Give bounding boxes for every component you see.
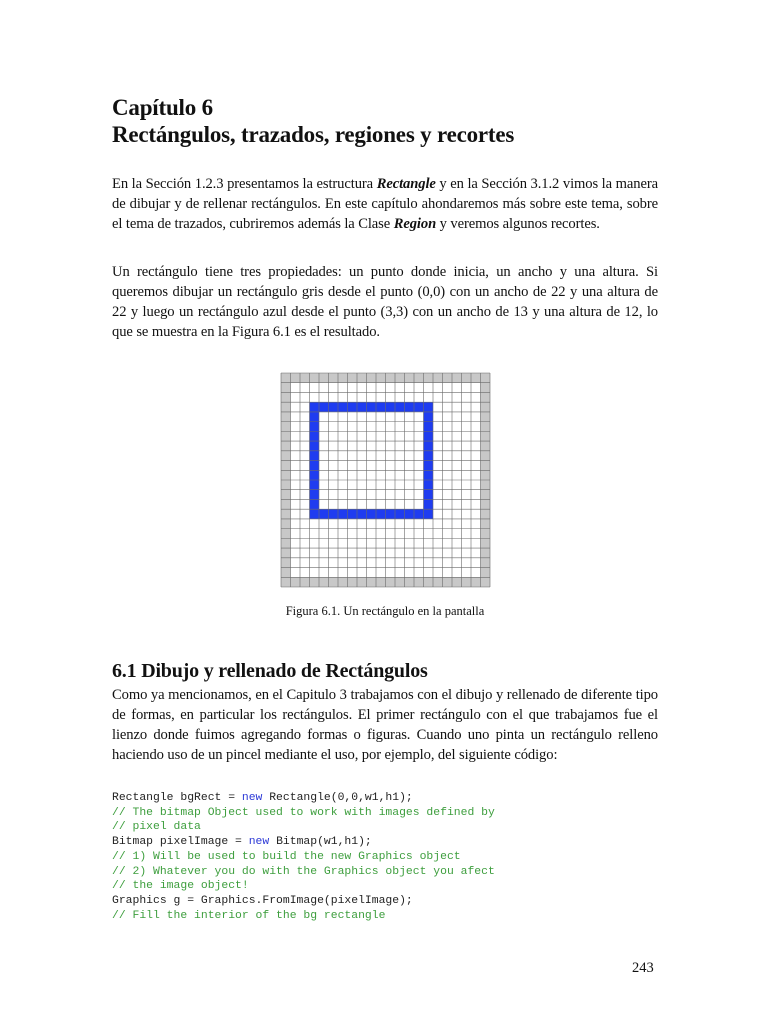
intro-paragraph-1 (112, 174, 658, 234)
code-keyword: new (248, 836, 270, 849)
code-line: Graphics g = Graphics.FromImage(pixelImage); (112, 894, 413, 907)
blue-rect-top (310, 402, 434, 412)
code-block (112, 791, 672, 923)
intro-paragraph-2: Un rectángulo tiene tres propiedades: un punto donde inicia, un ancho y una altura. Si queremos dibujar un rectángulo gris desde el punto (0,0) con un ancho de 22 y una altura de 22 y luego un rectángulo azul desde el punto (3,3) con un ancho de 13 y una altura de 12, lo que se muestra en la Figura 6.1 es el resultado. (112, 264, 658, 340)
text-run: y en la Sección 3.1.2 vimos la manera de dibujar y de rellenar rectángulos. En este capítulo ahondaremos más sobre este tema, sobre el tema de trazados, cubriremos además la Clase (112, 176, 658, 232)
code-comment: // the image object! (112, 880, 249, 893)
chapter-title: Rectángulos, trazados, regiones y recortes (112, 122, 515, 147)
code-comment: // 1) Will be used to build the new Graphics object (112, 850, 461, 863)
code-keyword: new (241, 792, 263, 804)
chapter-number: Capítulo 6 (112, 95, 213, 120)
code-comment: // The bitmap Object used to work with images defined by (112, 806, 495, 819)
code-comment: // Fill the interior of the bg rectangle (112, 909, 386, 922)
figure-caption: Figura 6.1. Un rectángulo en la pantalla (285, 604, 485, 618)
code-line (112, 791, 672, 806)
chapter-heading (112, 94, 672, 148)
code-text: Rectangle(0,0,w1,h1); (262, 792, 413, 804)
code-line (112, 835, 672, 850)
code-text: Bitmap pixelImage = (112, 836, 249, 849)
page-number: 243 (632, 960, 654, 976)
text-run: y veremos algunos recortes. (436, 216, 600, 232)
region-term: Region (393, 216, 437, 232)
code-comment: // pixel data (112, 821, 201, 834)
code-text: Bitmap(w1,h1); (269, 836, 372, 849)
section-paragraph: Como ya mencionamos, en el Capitulo 3 trabajamos con el dibujo y rellenado de diferente tipo de formas, en particular los rectángulos. El primer rectángulo con el que trabajamos fue el lienzo donde fuimos agregando formas o figuras. Cuando uno pinta un rectángulo relleno haciendo uso de un pincel mediante el uso, por ejemplo, del siguiente código: (112, 687, 658, 763)
code-text: Rectangle bgRect = (112, 792, 242, 804)
text-run: En la Sección 1.2.3 presentamos la estructura (112, 176, 377, 192)
code-comment: // 2) Whatever you do with the Graphics object you afect (112, 865, 495, 878)
section-heading: 6.1 Dibujo y rellenado de Rectángulos (112, 660, 428, 682)
blue-rect-bottom (310, 509, 434, 519)
rectangle-figure (280, 372, 491, 588)
rectangle-term: Rectangle (376, 176, 436, 192)
